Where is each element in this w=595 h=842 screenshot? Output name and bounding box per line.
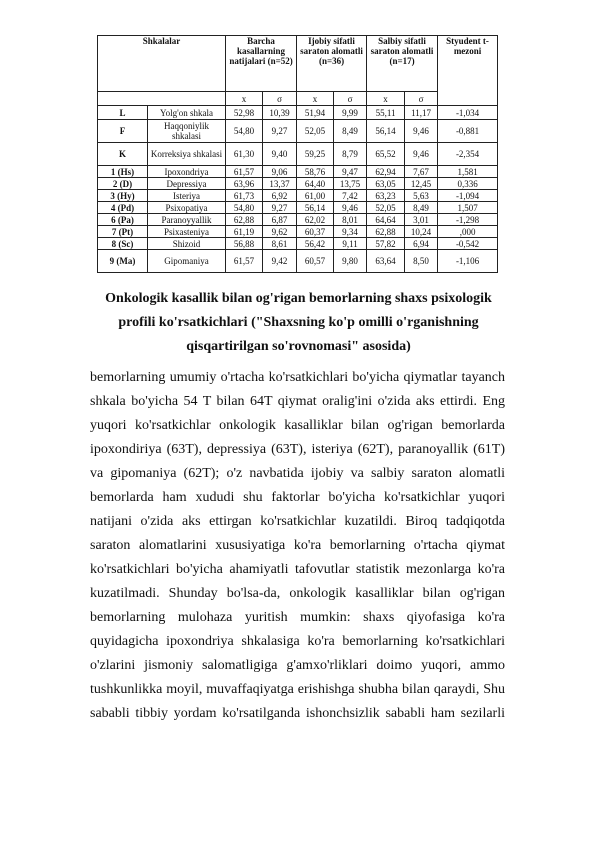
- table-cell: 60,37: [297, 226, 334, 238]
- table-cell: 63,96: [226, 178, 263, 190]
- table-cell: 54,80: [226, 120, 263, 143]
- table-cell: 64,64: [367, 214, 405, 226]
- table-cell: 13,75: [334, 178, 367, 190]
- scale-code: 8 (Sc): [98, 238, 148, 250]
- table-cell: 10,24: [405, 226, 438, 238]
- table-cell: 8,50: [405, 250, 438, 273]
- scale-name: Yolg'on shkala: [148, 106, 226, 120]
- table-cell: 12,45: [405, 178, 438, 190]
- table-cell: 63,23: [367, 190, 405, 202]
- table-cell: 55,11: [367, 106, 405, 120]
- table-cell: 9,06: [263, 166, 297, 178]
- header-positive: Ijobiy sifatli saraton alomatli (n=36): [297, 36, 367, 92]
- paragraph-line: va gipomaniya (62T); o'z navbatida ijobiy va salbiy saraton alomatli: [90, 466, 505, 481]
- table-cell: 56,14: [367, 120, 405, 143]
- table-cell: -0,542: [438, 238, 498, 250]
- table-cell: 54,80: [226, 202, 263, 214]
- table-cell: 11,17: [405, 106, 438, 120]
- scale-code: 7 (Pt): [98, 226, 148, 238]
- paragraph-line: o'zlarini jismoniy salomatligiga g'amxo'rliklari doimo yuqori, ammo: [90, 658, 505, 673]
- table-row: [98, 226, 498, 238]
- table-cell: 9,62: [263, 226, 297, 238]
- table-cell: 61,30: [226, 143, 263, 166]
- table-cell: 8,61: [263, 238, 297, 250]
- table-row: [98, 120, 498, 143]
- scale-code: F: [98, 120, 148, 143]
- table-cell: 9,46: [334, 202, 367, 214]
- table-cell: 1,581: [438, 166, 498, 178]
- table-cell: 64,40: [297, 178, 334, 190]
- subheader-row: [98, 92, 498, 106]
- table-row: [98, 106, 498, 120]
- caption-line: profili ko'rsatkichlari ("Shaxsning ko'p omilli o'rganishning: [118, 315, 479, 330]
- table-row: [98, 178, 498, 190]
- table-cell: 6,92: [263, 190, 297, 202]
- table-cell: -2,354: [438, 143, 498, 166]
- table-cell: -1,106: [438, 250, 498, 273]
- table-cell: 57,82: [367, 238, 405, 250]
- results-table: [97, 35, 498, 273]
- scale-name: Psixasteniya: [148, 226, 226, 238]
- table-cell: 9,11: [334, 238, 367, 250]
- paragraph-line: saraton alomatlarini xususiyatiga ko'ra bemorlarning o'rtacha qiymat: [90, 538, 505, 553]
- subheader-cell: x: [297, 92, 334, 106]
- table-caption: [80, 287, 517, 359]
- header-scales: Shkalalar: [98, 36, 226, 92]
- paragraph-line: sababli tibbiy yordam ko'rsatilganda ishonchsizlik sababli ham sezilarli: [90, 706, 505, 721]
- table-row: [98, 202, 498, 214]
- table-cell: 7,42: [334, 190, 367, 202]
- scale-name: Gipomaniya: [148, 250, 226, 273]
- table-cell: 9,46: [405, 143, 438, 166]
- table-cell: 9,47: [334, 166, 367, 178]
- scale-code: 1 (Hs): [98, 166, 148, 178]
- scale-name: Paranoyyallik: [148, 214, 226, 226]
- scale-name: Isteriya: [148, 190, 226, 202]
- scale-code: 2 (D): [98, 178, 148, 190]
- subheader-cell: x: [226, 92, 263, 106]
- scale-name: Haqqoniylik shkalasi: [148, 120, 226, 143]
- scale-code: K: [98, 143, 148, 166]
- paragraph-line: bemorlarda ham xududi shu faktorlar bo'yicha ko'rsatkichlar yuqori: [90, 490, 505, 505]
- subheader-empty: [98, 92, 226, 106]
- table-cell: 62,88: [226, 214, 263, 226]
- table-row: [98, 190, 498, 202]
- table-cell: 6,94: [405, 238, 438, 250]
- table-cell: 61,19: [226, 226, 263, 238]
- scale-code: L: [98, 106, 148, 120]
- table-cell: 60,57: [297, 250, 334, 273]
- table-row: [98, 238, 498, 250]
- caption-line: Onkologik kasallik bilan og'rigan bemorlarning shaxs psixologik: [105, 291, 492, 306]
- table-cell: 52,05: [367, 202, 405, 214]
- table-cell: 0,336: [438, 178, 498, 190]
- table-cell: 9,46: [405, 120, 438, 143]
- paragraph-line: natijani o'zida aks ettirgan ko'rsatkichlar kuzatildi. Biroq tadqiqotda: [90, 514, 505, 529]
- table-cell: 63,05: [367, 178, 405, 190]
- table-cell: 62,02: [297, 214, 334, 226]
- table-cell: 59,25: [297, 143, 334, 166]
- table-cell: 9,80: [334, 250, 367, 273]
- table-cell: 10,39: [263, 106, 297, 120]
- table-cell: 61,00: [297, 190, 334, 202]
- table-cell: 3,01: [405, 214, 438, 226]
- paragraph-line: ipoxondiriya (63T), depressiya (63T), isteriya (62T), paranoyallik (61T): [90, 442, 505, 457]
- scale-name: Depressiya: [148, 178, 226, 190]
- table-cell: 1,507: [438, 202, 498, 214]
- subheader-cell: σ: [405, 92, 438, 106]
- table-cell: 9,42: [263, 250, 297, 273]
- subheader-cell: σ: [263, 92, 297, 106]
- table-cell: 9,27: [263, 202, 297, 214]
- scale-code: 6 (Pa): [98, 214, 148, 226]
- table-cell: 65,52: [367, 143, 405, 166]
- scale-code: 4 (Pd): [98, 202, 148, 214]
- scale-name: Psixopatiya: [148, 202, 226, 214]
- table-cell: 61,57: [226, 166, 263, 178]
- subheader-cell: x: [367, 92, 405, 106]
- table-cell: 51,94: [297, 106, 334, 120]
- table-cell: ,000: [438, 226, 498, 238]
- table-row: [98, 143, 498, 166]
- table-cell: 7,67: [405, 166, 438, 178]
- table-cell: 58,76: [297, 166, 334, 178]
- table-cell: 8,01: [334, 214, 367, 226]
- header-all-patients: Barcha kasallarning natijalari (n=52): [226, 36, 297, 92]
- table-cell: 9,99: [334, 106, 367, 120]
- table-cell: 9,27: [263, 120, 297, 143]
- table-cell: 52,05: [297, 120, 334, 143]
- paragraph-line: bemorlarning mulohaza yuritish mumkin: shaxs qiyofasiga ko'ra: [90, 610, 505, 625]
- table-cell: 13,37: [263, 178, 297, 190]
- table-cell: 52,98: [226, 106, 263, 120]
- scale-code: 3 (Hy): [98, 190, 148, 202]
- scale-name: Korreksiya shkalasi: [148, 143, 226, 166]
- table-cell: 56,42: [297, 238, 334, 250]
- paragraph-line: tushkunlikka moyil, muvaffaqiyatga erishishga shubha bilan qaraydi, Shu: [90, 682, 505, 697]
- table-cell: -0,881: [438, 120, 498, 143]
- table-row: [98, 250, 498, 273]
- paragraph-line: shkala bo'yicha 54 T bilan 64T qiymat oralig'ini o'zida aks ettirdi. Eng: [90, 394, 505, 409]
- table-cell: 9,40: [263, 143, 297, 166]
- table-row: [98, 214, 498, 226]
- table-cell: 8,49: [334, 120, 367, 143]
- table-cell: 61,57: [226, 250, 263, 273]
- scale-code: 9 (Ma): [98, 250, 148, 273]
- paragraph-line: quyidagicha ipoxondriya shkalasiga ko'ra bemorlarning ko'rsatkichlari: [90, 634, 505, 649]
- paragraph-line: bemorlarning umumiy o'rtacha ko'rsatkichlari bo'yicha qiymatlar tayanch: [90, 370, 505, 385]
- table-cell: 63,64: [367, 250, 405, 273]
- table-cell: 5,63: [405, 190, 438, 202]
- paragraph-line: yuqori ko'rsatkichlar onkologik kasalliklar bilan og'rigan bemorlarda: [90, 418, 505, 433]
- paragraph-line: kuzatilmadi. Shunday bo'lsa-da, onkologik kasalliklar bilan og'rigan: [90, 586, 505, 601]
- body-paragraph: [90, 366, 505, 726]
- caption-line: qisqartirilgan so'rovnomasi" asosida): [186, 339, 411, 354]
- scale-name: Shizoid: [148, 238, 226, 250]
- scale-name: Ipoxondriya: [148, 166, 226, 178]
- header-negative: Salbiy sifatli saraton alomatli (n=17): [367, 36, 438, 92]
- table-cell: -1,034: [438, 106, 498, 120]
- header-student: Styudent t-mezoni: [438, 36, 498, 106]
- table-cell: 62,88: [367, 226, 405, 238]
- paragraph-line: ko'rsatkichlari bo'yicha ahamiyatli tafovutlar statistik mezonlarga ko'ra: [90, 562, 505, 577]
- table-cell: 6,87: [263, 214, 297, 226]
- table-cell: 56,14: [297, 202, 334, 214]
- table-cell: 8,79: [334, 143, 367, 166]
- table-cell: 62,94: [367, 166, 405, 178]
- table-cell: 8,49: [405, 202, 438, 214]
- table-cell: 56,88: [226, 238, 263, 250]
- table-cell: 61,73: [226, 190, 263, 202]
- table-cell: -1,094: [438, 190, 498, 202]
- table-cell: 9,34: [334, 226, 367, 238]
- table-row: [98, 166, 498, 178]
- table-cell: -1,298: [438, 214, 498, 226]
- subheader-cell: σ: [334, 92, 367, 106]
